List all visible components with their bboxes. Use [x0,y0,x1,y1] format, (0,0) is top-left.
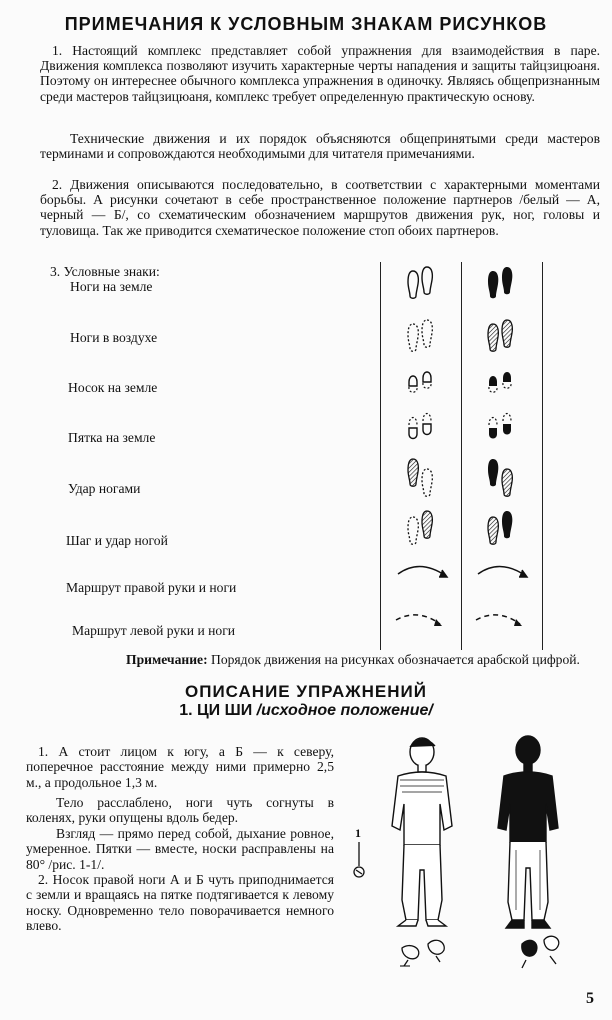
legend-heading: 3. Условные знаки: [50,264,160,279]
note-paragraph-2: Технические движения и их порядок объясняются общепринятыми среди мастеров терминами и сопровождаются необходимыми для читателя примечаниями. [40,131,600,162]
white-feet-in-air-icon [408,320,432,351]
note-paragraph-3: 2. Движения описываются последовательно, в соответствии с характерными моментами борьбы. А рисунки сочетают в себе пространственное положение партнеров /белый — А, черный — Б/, со схематическим обозначением маршрутов движения рук, ног, головы и туловища. Так же приводится схематическое положение стоп обоих партнеров. [40,177,600,238]
exercise-paragraph-1: 1. А стоит лицом к югу, а Б — к северу, поперечное расстояние между ними примерно 2,5 м., а продольное 1,3 м. [26,744,334,790]
white-step-and-kick-icon [408,511,432,544]
exercise-title [0,702,612,720]
left-route-arrow-icon [396,615,520,624]
black-heel-on-ground-icon [489,414,511,439]
note-paragraph-1: 1. Настоящий комплекс представляет собой упражнения для взаимодействия в паре. Движения комплекса позволяют изучить характерные черты нападения и защиты тайцзицюаня. Поэтому он интереснее обычного комплекса упражнения в одиночку. Являясь общепризнанным среди мастеров тайцзицюаня, комплекс требует определенную практическую основу. [40,43,600,104]
right-route-arrow-icon [398,566,527,577]
remark-label: Примечание: [126,652,208,667]
white-toe-on-ground-icon [409,372,431,392]
white-heel-on-ground-icon [409,414,431,439]
black-feet-position-icon [522,936,559,968]
legend-label-left-route: Маршрут левой руки и ноги [72,623,236,638]
exercise-paragraph-2: Тело расслаблено, ноги чуть согнуты в коленях, руки опущены вдоль бедер. [26,795,334,826]
remark-text: Порядок движения на рисунках обозначается арабской цифрой. [207,652,580,667]
black-kick-icon [488,459,512,496]
white-feet-on-ground-icon [408,267,432,298]
section-title: ОПИСАНИЕ УПРАЖНЕНИЙ [185,682,427,701]
direction-marker-icon [354,842,364,877]
black-feet-on-ground-icon [488,267,512,298]
white-kick-icon [408,459,432,496]
exercise-title-italic: /исходное положение/ [256,702,433,719]
legend-label-toe-on-ground: Носок на земле [68,380,158,395]
black-step-and-kick-icon [488,511,512,544]
legend-label-feet-on-ground: Ноги на земле [70,279,153,294]
footprint-legend-graphic [380,262,550,652]
page-title: ПРИМЕЧАНИЯ К УСЛОВНЫМ ЗНАКАМ РИСУНКОВ [64,14,548,34]
white-feet-position-icon [400,940,444,966]
exercise-paragraph-4: 2. Носок правой ноги А и Б чуть приподнимается с земли и вращаясь на пятке подтягивается к левому носку. Одновременно тело поворачивается немного влево. [26,872,334,933]
figure-illustration [340,720,608,980]
page-number: 5 [586,990,594,1007]
legend-label-heel-on-ground: Пятка на земле [68,430,156,445]
partner-b-black-figure [498,736,558,928]
partner-a-white-figure [392,738,452,926]
legend-label-feet-in-air: Ноги в воздухе [70,330,158,345]
exercise-title-main: 1. ЦИ ШИ [179,702,257,719]
legend-label-right-route: Маршрут правой руки и ноги [66,580,237,595]
black-feet-in-air-icon [488,320,512,351]
legend-label-step-and-kick: Шаг и удар ногой [66,533,168,548]
legend-label-kick: Удар ногами [68,481,141,496]
exercise-paragraph-3: Взгляд — прямо перед собой, дыхание ровное, умеренное. Пятки — вместе, носки расправлены на 80° /рис. 1-1/. [26,826,334,872]
black-toe-on-ground-icon [489,372,511,392]
figure-marker-number: 1 [355,826,361,840]
legend-remark [86,652,601,667]
